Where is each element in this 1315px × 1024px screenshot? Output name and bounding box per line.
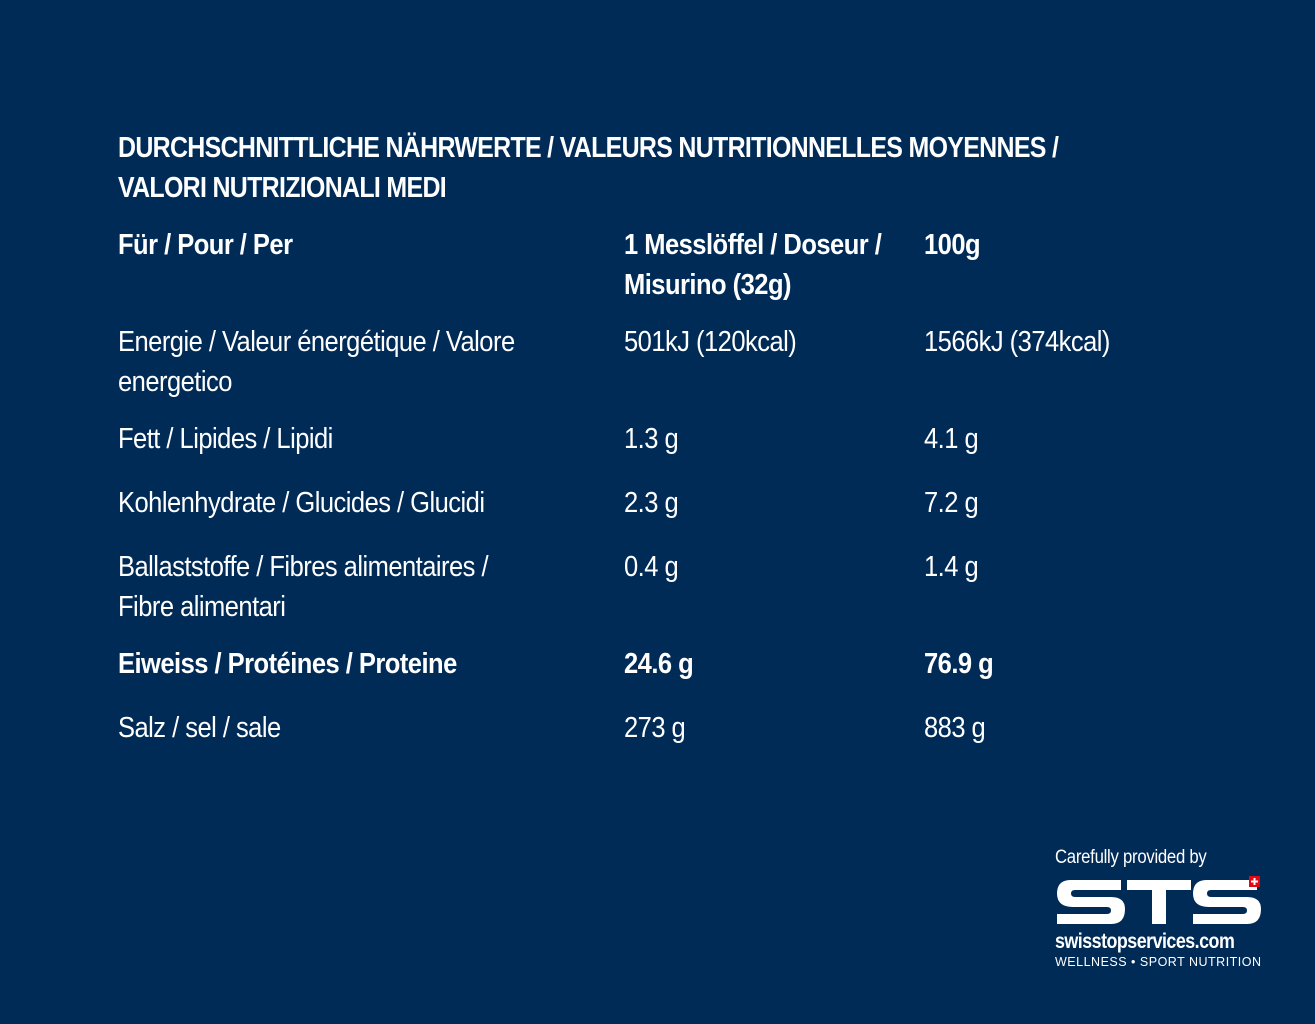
row-serving-value: 273 g bbox=[624, 712, 686, 744]
table-row-energy bbox=[118, 322, 1178, 419]
header-label: Für / Pour / Per bbox=[118, 229, 293, 261]
row-serving-value: 501kJ (120kcal) bbox=[624, 326, 797, 358]
row-per100-value: 1566kJ (374kcal) bbox=[924, 326, 1110, 358]
brand-caption: Carefully provided by bbox=[1055, 847, 1207, 868]
row-label: Eiweiss / Protéines / Proteine bbox=[118, 648, 457, 680]
brand-block bbox=[1055, 846, 1265, 970]
table-row-fibre bbox=[118, 547, 1178, 644]
row-serving-value: 0.4 g bbox=[624, 551, 679, 583]
heading-line-2: VALORI NUTRIZIONALI MEDI bbox=[118, 172, 447, 204]
nutrition-panel bbox=[118, 128, 1178, 772]
row-label: Fett / Lipides / Lipidi bbox=[118, 423, 333, 455]
row-per100-value: 1.4 g bbox=[924, 551, 979, 583]
header-per-100g: 100g bbox=[924, 229, 981, 261]
row-label: Energie / Valeur énergétique / Valore energetico bbox=[118, 326, 515, 398]
table-row-fat bbox=[118, 419, 1178, 483]
table-row-protein bbox=[118, 644, 1178, 708]
table-header-row bbox=[118, 225, 1178, 322]
row-label: Kohlenhydrate / Glucides / Glucidi bbox=[118, 487, 485, 519]
swiss-flag-icon bbox=[1249, 876, 1260, 887]
heading-line-1: DURCHSCHNITTLICHE NÄHRWERTE / VALEURS NUTRITIONNELLES MOYENNES / bbox=[118, 132, 1059, 164]
sts-logo bbox=[1055, 876, 1265, 928]
row-per100-value: 883 g bbox=[924, 712, 986, 744]
table-row-salt bbox=[118, 708, 1178, 772]
row-per100-value: 76.9 g bbox=[924, 648, 994, 680]
row-serving-value: 2.3 g bbox=[624, 487, 679, 519]
nutrition-table bbox=[118, 225, 1178, 772]
brand-tagline: WELLNESS • SPORT NUTRITION bbox=[1055, 955, 1262, 969]
row-per100-value: 7.2 g bbox=[924, 487, 979, 519]
brand-website: swisstopservices.com bbox=[1055, 930, 1235, 953]
table-row-carbohydrates bbox=[118, 483, 1178, 547]
row-serving-value: 1.3 g bbox=[624, 423, 679, 455]
nutrition-heading bbox=[118, 128, 1150, 208]
row-label: Ballaststoffe / Fibres alimentaires / Fibre alimentari bbox=[118, 551, 489, 623]
row-label: Salz / sel / sale bbox=[118, 712, 281, 744]
row-per100-value: 4.1 g bbox=[924, 423, 979, 455]
row-serving-value: 24.6 g bbox=[624, 648, 694, 680]
header-per-serving: 1 Messlöffel / Doseur / Misurino (32g) bbox=[624, 229, 882, 301]
